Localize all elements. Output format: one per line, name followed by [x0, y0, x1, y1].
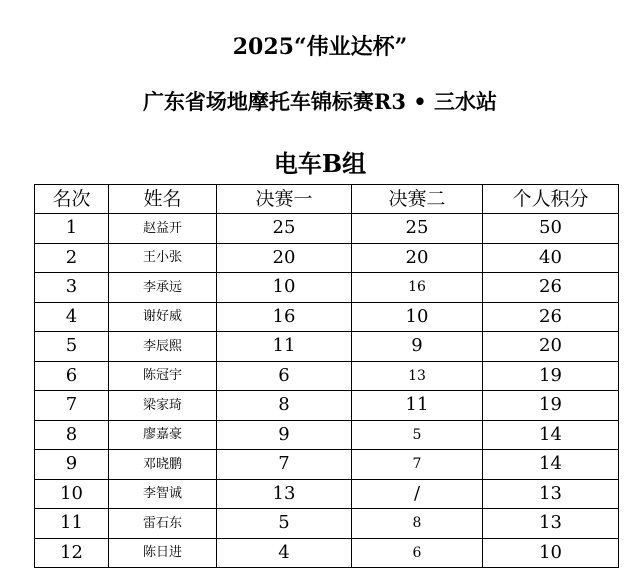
table-row [35, 214, 619, 244]
final-1-cell: 10 [217, 273, 352, 303]
final-2-cell: 20 [352, 243, 483, 273]
name-cell: 廖嘉豪 [109, 420, 217, 450]
name-cell: 邓晓鹏 [109, 450, 217, 480]
name-cell: 陈冠宇 [109, 361, 217, 391]
final-2-cell: 13 [352, 361, 483, 391]
results-table [34, 184, 619, 568]
name-cell: 赵益开 [109, 214, 217, 244]
final-2-cell: 7 [352, 450, 483, 480]
event-title: 2025“伟业达杯” [232, 34, 408, 60]
rank-cell: 4 [35, 302, 109, 332]
column-header-name: 姓名 [109, 185, 217, 214]
final-1-cell: 7 [217, 450, 352, 480]
final-1-cell: 16 [217, 302, 352, 332]
table-row [35, 332, 619, 362]
final-2-cell: 9 [352, 332, 483, 362]
points-cell: 19 [483, 361, 619, 391]
rank-cell: 11 [35, 509, 109, 539]
name-cell: 陈日进 [109, 538, 217, 568]
final-1-cell: 11 [217, 332, 352, 362]
rank-cell: 1 [35, 214, 109, 244]
final-2-cell: 11 [352, 391, 483, 421]
event-subtitle: 广东省场地摩托车锦标赛R3 • 三水站 [142, 89, 498, 114]
final-1-cell: 4 [217, 538, 352, 568]
final-2-cell: 10 [352, 302, 483, 332]
points-cell: 13 [483, 509, 619, 539]
rank-cell: 8 [35, 420, 109, 450]
table-row [35, 450, 619, 480]
final-1-cell: 13 [217, 479, 352, 509]
rank-cell: 12 [35, 538, 109, 568]
points-cell: 19 [483, 391, 619, 421]
name-cell: 李承远 [109, 273, 217, 303]
table-row [35, 509, 619, 539]
table-row [35, 361, 619, 391]
name-cell: 李智诚 [109, 479, 217, 509]
table-row [35, 391, 619, 421]
table-row [35, 420, 619, 450]
points-cell: 14 [483, 420, 619, 450]
final-2-cell: 8 [352, 509, 483, 539]
final-1-cell: 5 [217, 509, 352, 539]
final-1-cell: 8 [217, 391, 352, 421]
points-cell: 50 [483, 214, 619, 244]
rank-cell: 2 [35, 243, 109, 273]
table-row [35, 538, 619, 568]
final-1-cell: 20 [217, 243, 352, 273]
rank-cell: 7 [35, 391, 109, 421]
column-header-rank: 名次 [35, 185, 109, 214]
table-row [35, 243, 619, 273]
points-cell: 40 [483, 243, 619, 273]
final-2-cell: 5 [352, 420, 483, 450]
points-cell: 20 [483, 332, 619, 362]
group-title: 电车B组 [273, 149, 367, 178]
rank-cell: 3 [35, 273, 109, 303]
final-1-cell: 25 [217, 214, 352, 244]
table-row [35, 479, 619, 509]
points-cell: 13 [483, 479, 619, 509]
final-1-cell: 9 [217, 420, 352, 450]
rank-cell: 9 [35, 450, 109, 480]
name-cell: 王小张 [109, 243, 217, 273]
column-header-final-2: 决赛二 [352, 185, 483, 214]
table-row [35, 273, 619, 303]
name-cell: 谢好威 [109, 302, 217, 332]
name-cell: 雷石东 [109, 509, 217, 539]
table-header-row [35, 185, 619, 214]
table-row [35, 302, 619, 332]
points-cell: 26 [483, 302, 619, 332]
final-2-cell: 25 [352, 214, 483, 244]
name-cell: 李辰熙 [109, 332, 217, 362]
final-2-cell: / [352, 479, 483, 509]
final-1-cell: 6 [217, 361, 352, 391]
final-2-cell: 16 [352, 273, 483, 303]
rank-cell: 6 [35, 361, 109, 391]
column-header-final-1: 决赛一 [217, 185, 352, 214]
column-header-points: 个人积分 [483, 185, 619, 214]
name-cell: 梁家琦 [109, 391, 217, 421]
rank-cell: 10 [35, 479, 109, 509]
points-cell: 14 [483, 450, 619, 480]
rank-cell: 5 [35, 332, 109, 362]
final-2-cell: 6 [352, 538, 483, 568]
points-cell: 10 [483, 538, 619, 568]
points-cell: 26 [483, 273, 619, 303]
